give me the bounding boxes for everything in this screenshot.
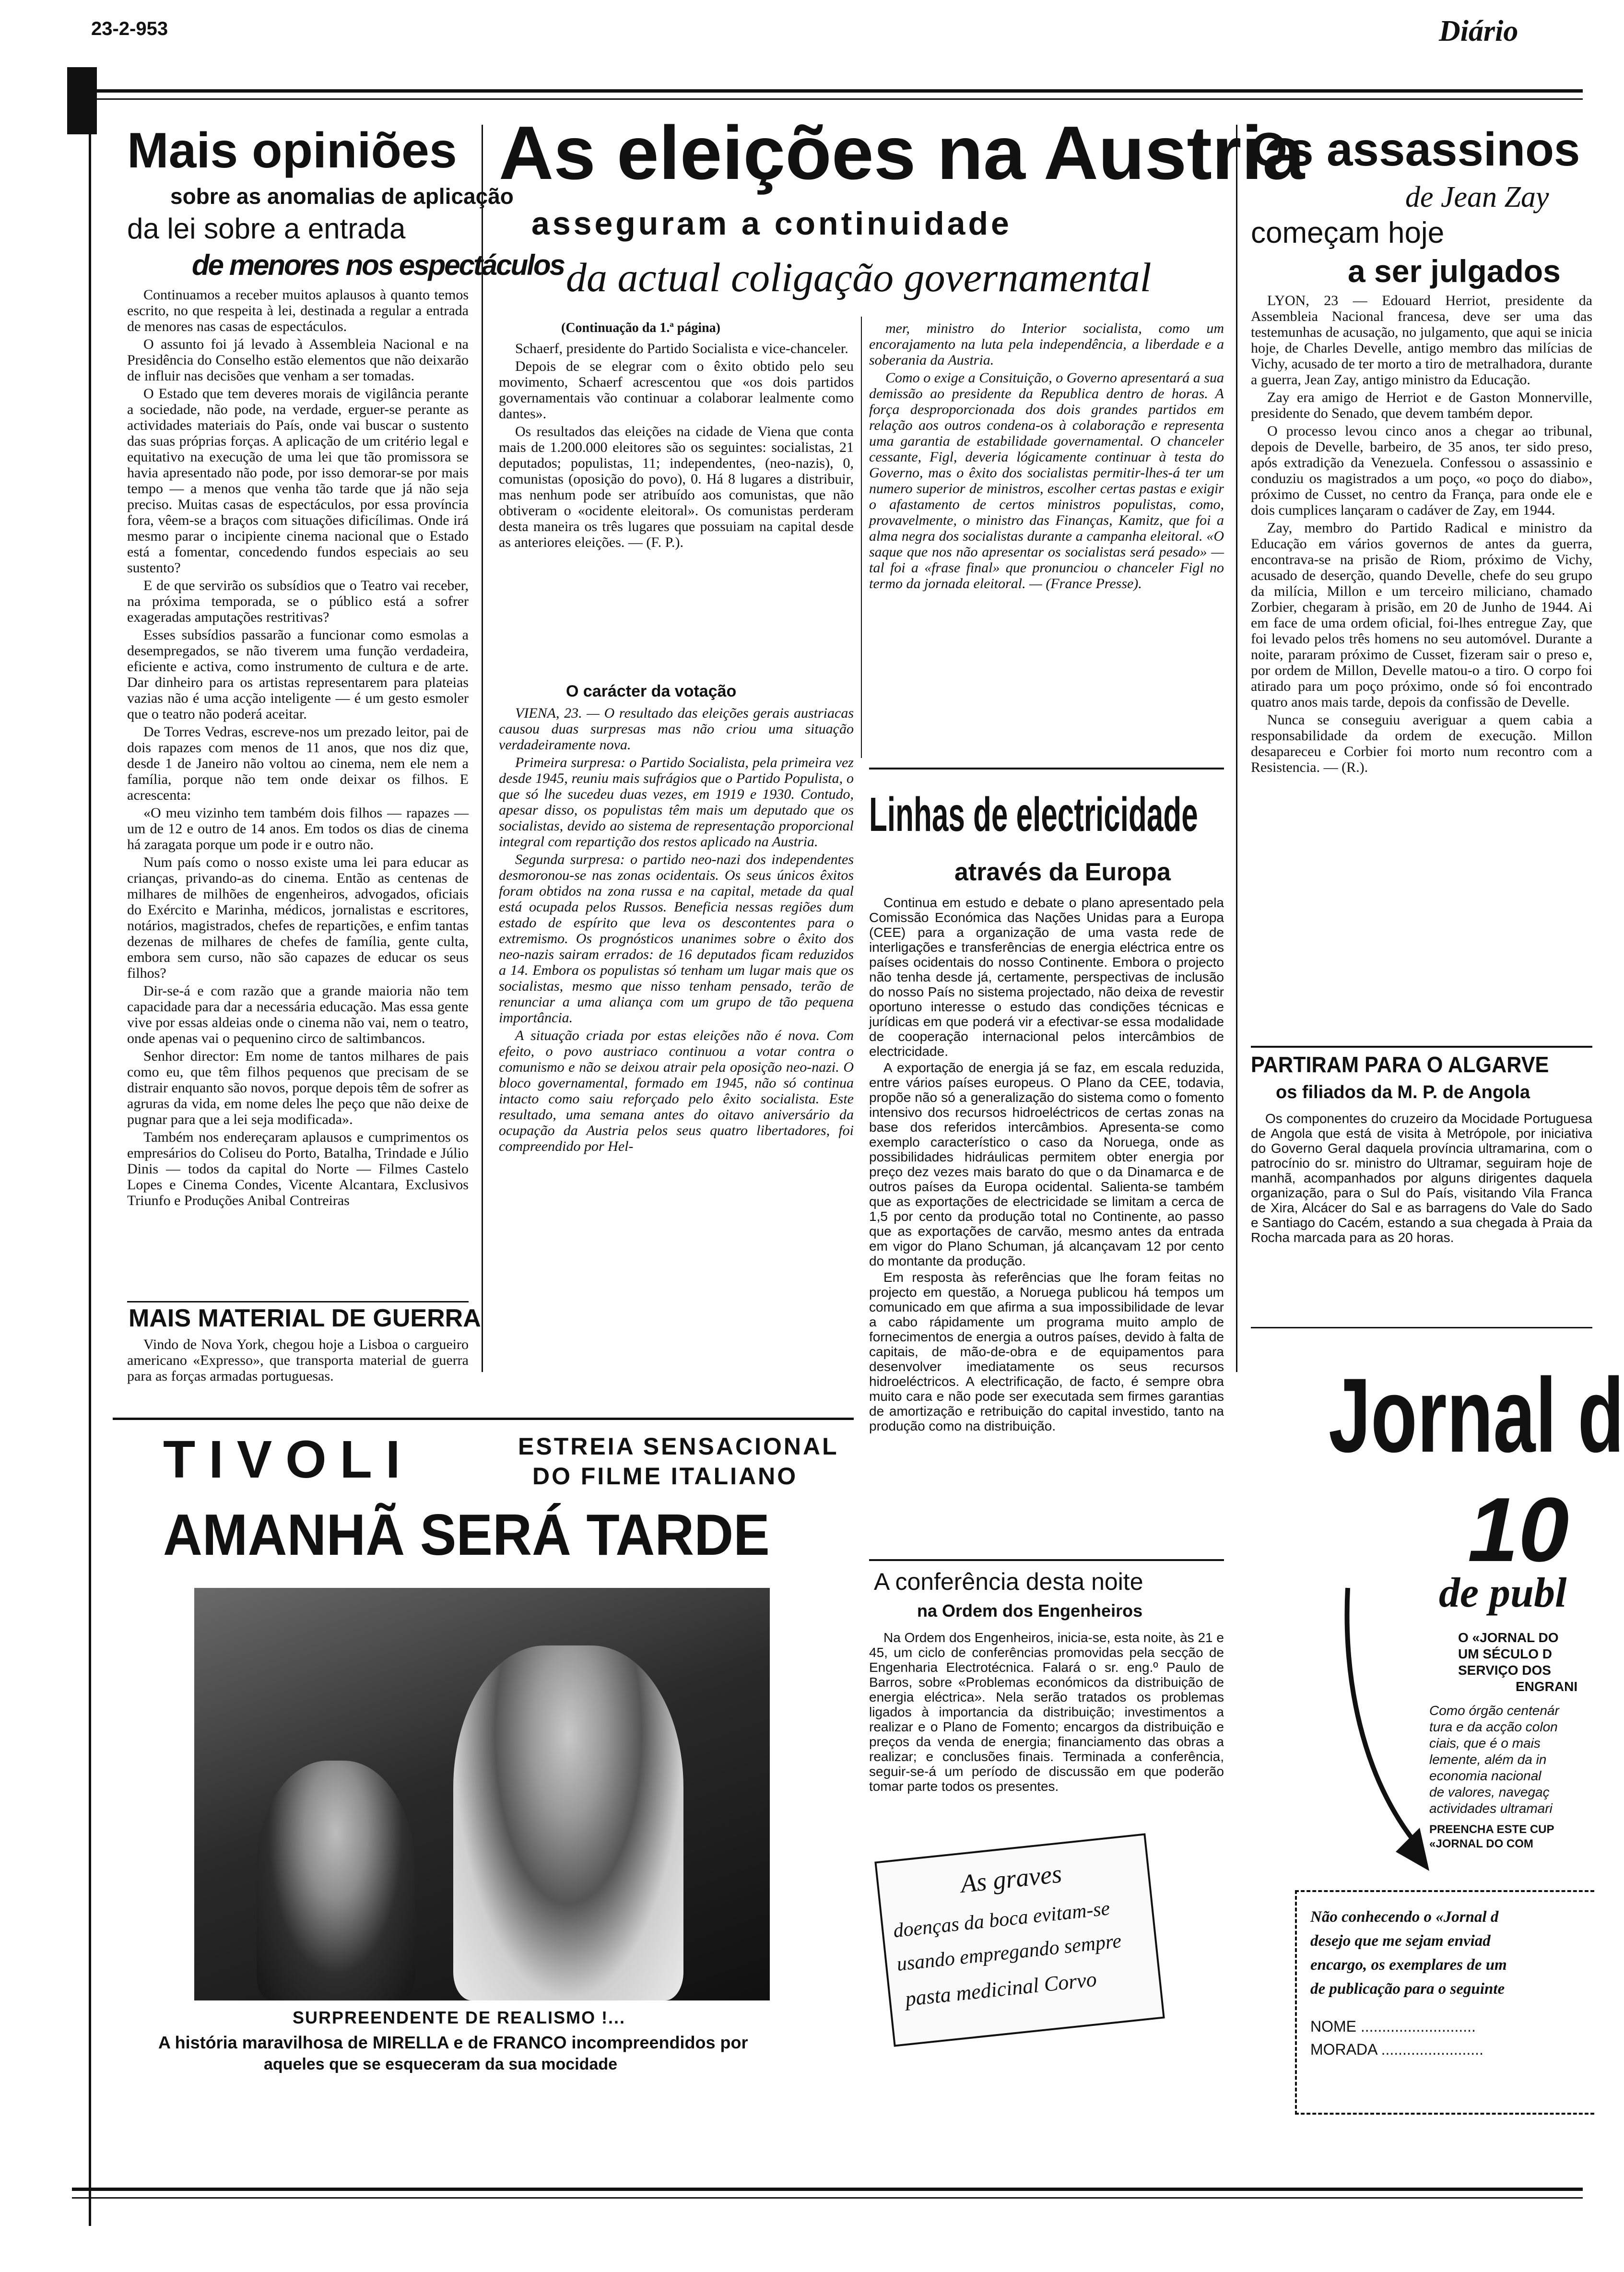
right-subhead-3: a ser julgados (1348, 253, 1561, 289)
war-text: Vindo de Nova York, chegou hoje a Lisboa o cargueiro americano «Expresso», que transporta material de guerra para as forças armadas portuguesas. (127, 1337, 469, 1384)
column-rule-1 (482, 125, 483, 1372)
right-subhead-1: de Jean Zay (1405, 181, 1549, 213)
algarve-headline: PARTIRAM PARA O ALGARVE (1251, 1052, 1549, 1077)
elec-headline: Linhas de electricidade (869, 788, 1198, 841)
bottom-rule (72, 2188, 1583, 2191)
algarve-subhead: os filiados da M. P. de Angola (1276, 1082, 1530, 1102)
left-subhead-1: sobre as anomalias de aplicação (170, 184, 514, 209)
jornal-ad-t5: economia nacional (1429, 1768, 1542, 1783)
jornal-ad-t6: de valores, navegaç (1429, 1785, 1550, 1799)
page-date: 23-2-953 (91, 18, 168, 39)
conf-subhead: na Ordem dos Engenheiros (917, 1601, 1143, 1621)
center-subhead-1: asseguram a continuidade (531, 205, 1012, 242)
left-subhead-3: de menores nos espectáculos (192, 249, 564, 281)
jornal-ad-title: Jornal d (1329, 1356, 1624, 1474)
coupon-line-1: Não conhecendo o «Jornal d (1310, 1908, 1499, 1926)
coupon-line-4: de publicação para o seguinte (1310, 1980, 1505, 1998)
jornal-ad-sub: de publ (1439, 1570, 1567, 1616)
center-col2-italic: mer, ministro do Interior socialista, como um encorajamento na luta pela independência, a liberdade e a soberania da Austria. Como o exige a Consituição, o Governo apresentará a sua demissão ao presidente da Republica dentro de horas. A força desproporcionada dos dois grandes partidos em relação aos outros condena-os à colaboração e representa uma garantia de estabilidade governamental. O chanceler cessante, Figl, deveria lógicamente continuar à testa do Governo, mas o êxito dos socialistas permitir-lhes-á ter um numero superior de ministros, escolher certas pastas e exigir o afastamento de certos ministros populistas, como, provavelmente, o ministro das Finanças, Kamitz, que foi a alma negra dos socialistas durante a campanha eleitoral. «O saque que nos não apresentar os socialistas será pesado» — tal foi a «frase final» que pronunciou o chanceler Figl no termo da jornada eleitoral. — (France Presse). (869, 320, 1224, 592)
left-subhead-2: da lei sobre a entrada (127, 213, 406, 245)
elec-subhead: através da Europa (954, 858, 1171, 886)
center-subhead-votacao: O carácter da votação (566, 682, 737, 700)
jornal-ad-l1: O «JORNAL DO (1458, 1630, 1559, 1645)
tivoli-desc-1: A história maravilhosa de MIRELLA e de FRANCO incompreendidos por (158, 2033, 748, 2052)
jornal-ad-t3: ciais, que é o mais (1429, 1736, 1541, 1751)
jornal-ad-t7: actividades ultramari (1429, 1801, 1553, 1816)
coupon-morada[interactable]: MORADA ........................ (1310, 2041, 1483, 2058)
elec-rule (869, 768, 1224, 769)
corvo-line-1: As graves (959, 1859, 1063, 1899)
top-rule-thin (72, 98, 1583, 100)
center-col1-body: Schaerf, presidente do Partido Socialista e vice-chanceler. Depois de se elegrar com o êxito obtido pelo seu movimento, Schaerf acrescentou que «os dois partidos governamentais vão continuar a colaborar lealmente como dantes». Os resultados das eleições na cidade de Viena que conta mais de 1.200.000 eleitores são os seguintes: socialistas, 21 deputados; populistas, 11; independentes, (neo-nazis), 0, comunistas (oposição do povo), 0. Há 8 lugares a distribuir, mas nenhum pode ser atribuído aos comunistas, que não obtiveram o «ocidente eleitoral». Os comunistas perderam desta maneira os três lugares que possuiam na capital desde as anteriores eleições. — (F. P.). (499, 341, 854, 550)
jornal-ad-number: 10 (1468, 1479, 1569, 1581)
right-headline: Os assassinos (1251, 123, 1580, 176)
algarve-body: Os componentes do cruzeiro da Mocidade Portuguesa de Angola que está de visita à Metrópole, por iniciativa do Governo Geral daquela província ultramarina, com o patrocínio do sr. ministro do Ultramar, seguiram hoje de manhã, acompanhados por alguns dirigentes daquela organização, para o Sul do País, visitando Vila Franca de Xira, Alcácer do Sal e as barragens do Vale do Sado e Santiago do Cacém, estando a sua chegada à Praia da Rocha marcada para as 20 horas. (1251, 1111, 1592, 1245)
jornal-ad-arrow (1333, 1583, 1439, 1881)
coupon (1295, 1890, 1594, 2115)
left-vertical-rule (89, 125, 91, 2226)
tivoli-tagline: SURPREENDENTE DE REALISMO !... (293, 2008, 626, 2027)
elec-body: Continua em estudo e debate o plano apresentado pela Comissão Económica das Nações Unidas para a Europa (CEE) para a organização de uma vasta rede de interligações e transferências de energia eléctrica entre os países ocidentais do nosso Continente. Embora o projecto não tenha desde já, certamente, perspectivas de inclusão do nosso País no sistema projectado, não deixa de revestir oportuno interesse o estudo das condições técnicas e jurídicas em que poderá vir a efectivar-se essa modalidade de cooperação internacional pelos intercâmbios de electricidade. A exportação de energia já se faz, em escala reduzida, entre vários países europeus. O Plano da CEE, todavia, propõe não só a generalização do sistema como o fomento intensivo dos recursos hidroeléctricos de certas zonas na base dos referidos intercâmbios. Apresenta-se como exemplo característico o caso da Noruega, onde as possibilidades hidráulicas permitem obter energia por preço dez vezes mais barato do que o da Dinamarca e de outros países da Europa ocidental. Salienta-se também que as exportações de electricidade se limitam a cerca de 1,5 por cento da produção total no Continente, ao passo que as exportações de carvão, mesmo antes da entrada em vigor do Plano Schuman, já alcançavam 12 por cento do montante da produção. Em resposta às referências que lhe foram feitas no projecto em questão, a Noruega publicou há tempos um comunicado em que afirma a sua impossibilidade de levar a cabo rápidamente um programa muito amplo de fornecimentos de energia a outros países, devido à falta de capitais, de mão-de-obra e de equipamentos para desenvolver imediatamente os seus recursos hidroeléctricos. A electrificação, de facto, é sempre obra muito cara e não pode ser executada sem firmes garantias de amortização e retribuição do capital investido, tanto na produção como na distribuição. (869, 895, 1224, 1433)
bottom-rule-thin (72, 2197, 1583, 2199)
left-article-body: Continuamos a receber muitos aplausos à quanto temos escrito, no que respeita à lei, destinada a regular a entrada de menores nas casas de espectáculos. O assunto foi já levado à Assembleia Nacional e na Presidência do Conselho estão elementos que não deixarão de influir nas decisões que venham a ser tomadas. O Estado que tem deveres morais de vigilância perante a sociedade, não pode, na verdade, erguer-se perante as actividades materiais do País, onde vai buscar o sustento das suas próprias forças. A aplicação de um critério legal e equitativo na execução de uma lei que tão promissora se havia apresentado não pode, por isso demorar-se por mais tempo — a menos que venha tão tarde que já não seja preciso. Muitas casas de espectáculos, por essa província fora, vêem-se a braços com situações dificílimas. Onde irá mesmo parar o incipiente cinema nacional que o Estado está a fomentar, concedendo fundos especiais ao seu sustento? E de que servirão os subsídios que o Teatro vai receber, na próxima temporada, se o público está a sofrer exageradas amputações restritivas? Esses subsídios passarão a funcionar como esmolas a desempregados, se não tiverem uma função verdadeira, eficiente e activa, como instrumento de cultura e de arte. Dar dinheiro para os artistas representarem para plateias vazias não é uma acção inteligente — é um gesto esmoler que o teatro não poderá aceitar. De Torres Vedras, escreve-nos um prezado leitor, pai de dois rapazes com menos de 11 anos, que nos diz que, desde 1 de Janeiro não voltou ao cinema, nem ele nem a família, porque não tem onde deixar os filhos. E acrescenta: «O meu vizinho tem também dois filhos — rapazes — um de 12 e outro de 14 anos. Em todos os dias de cinema há zaragata porque um pode ir e outro não. Num país como o nosso existe uma lei para educar as crianças, privando-as do cinema. Então as centenas de milhares de milhões de engenheiros, advogados, oficiais do Exército e Marinha, médicos, jornalistas e escritores, notários, magistrados, chefes de repartições, e enfim tantas dezenas de milhares de chefes de família, gente culta, embora sem curso, não são capazes de educar os seus filhos? Dir-se-á e com razão que a grande maioria não tem capacidade para dar a necessária educação. Mas essa gente vive por essas aldeias onde o cinema não vai, nem o teatro, onde apenas vai o pequenino circo de saltimbancos. Senhor director: Em nome de tantos milhares de pais como eu, que têm filhos pequenos que precisam de se distrair enquanto são novos, porque depois têm de sofrer as agruras da vida, em nome deles lhe peço que não deixe de pugnar para que a lei seja modificada». Também nos endereçaram aplausos e cumprimentos os empresários do Coliseu do Porto, Batalha, Trindade e Júlio Dinis — todos da capital do Norte — Filmes Castelo Lopes e Cinema Condes, Vicente Alcantara, Exclusivos Triunfo e Produções Anibal Contreiras (127, 287, 469, 1208)
corvo-line-4: pasta medicinal Corvo (904, 1967, 1098, 2011)
coupon-nome[interactable]: NOME ........................... (1310, 2018, 1476, 2035)
left-margin-bar (67, 67, 97, 134)
corvo-line-3: usando empregando sempre (895, 1929, 1123, 1976)
tivoli-desc-2: aqueles que se esqueceram da sua mocidade (264, 2055, 617, 2073)
masthead-title: Diário (1439, 15, 1518, 47)
tivoli-estreia-1: ESTREIA SENSACIONAL (518, 1433, 839, 1460)
actor-figure (453, 1645, 683, 2000)
tivoli-film-still (194, 1588, 770, 2000)
tivoli-top-rule (113, 1418, 854, 1420)
center-col-divider (861, 317, 862, 758)
jornal-ad-l4: ENGRANI (1516, 1679, 1578, 1694)
conf-body: Na Ordem dos Engenheiros, inicia-se, esta noite, às 21 e 45, um ciclo de conferências promovidas pela secção de Engenharia Electrotécnica. Falará o sr. eng.º Paulo de Barros, sobre «Problemas económicos da distribuição de energia eléctrica». Nela serão tratados os problemas ligados à importancia da distribuição; investimentos a realizar e o Plano de Fomento; encargos da distribuição e preços da venda de energia; financiamento das obras a realizar; e conclusões finais. Terminada a conferência, seguir-se-á um período de discussão em que poderão tomar parte todos os presentes. (869, 1630, 1224, 1794)
corvo-line-2: doenças da boca evitam-se (892, 1897, 1111, 1942)
center-subhead-2: da actual coligação governamental (566, 254, 1152, 300)
algarve-rule (1251, 1046, 1592, 1048)
coupon-line-2: desejo que me sejam enviad (1310, 1932, 1491, 1950)
center-headline: As eleições na Austria (499, 111, 1305, 195)
actress-figure (257, 1761, 415, 2000)
left-headline: Mais opiniões (127, 123, 457, 178)
jornal-ad-l2: UM SÉCULO D (1458, 1646, 1552, 1661)
tivoli-film-title: AMANHÃ SERÁ TARDE (163, 1502, 770, 1567)
tivoli-estreia-2: DO FILME ITALIANO (532, 1463, 798, 1490)
tivoli-cinema: TIVOLI (163, 1430, 414, 1489)
jornal-ad-t1: Como órgão centenár (1429, 1703, 1559, 1718)
algarve-bottom-rule (1251, 1327, 1592, 1328)
jornal-ad-t4: lemente, além da in (1429, 1752, 1547, 1767)
corvo-ad (874, 1833, 1165, 2047)
column-rule-2 (1236, 125, 1237, 1372)
jornal-ad-t2: tura e da acção colon (1429, 1719, 1558, 1734)
jornal-ad-l3: SERVIÇO DOS (1458, 1663, 1551, 1678)
right-subhead-2: começam hoje (1251, 216, 1445, 249)
jornal-ad-f1: PREENCHA ESTE CUP (1429, 1823, 1554, 1836)
coupon-line-3: encargo, os exemplares de um (1310, 1956, 1507, 1974)
conf-headline: A conferência desta noite (874, 1568, 1143, 1595)
top-rule (72, 89, 1583, 93)
jornal-ad-f2: «JORNAL DO COM (1429, 1837, 1533, 1850)
right-article-body: LYON, 23 — Edouard Herriot, presidente da Assembleia Nacional francesa, deve ser uma das testemunhas de acusação, no julgamento, que aqui se inicia hoje, de Charles Develle, antigo membro das milícias de Vichy, acusado de ter morto a tiro de metralhadora, durante a guerra, Jean Zay, antigo ministro da Educação. Zay era amigo de Herriot e de Gaston Monnerville, presidente do Senado, que devem também depor. O processo levou cinco anos a chegar ao tribunal, depois de Develle, barbeiro, de 35 anos, ter sido preso, após extradição da Venezuela. Confessou o assassinio e conduziu os magistrados a um poço, «o poço do diabo», próximo de Cusset, no centro da França, para onde ele e dois cumplices lançaram o cadáver de Zay, em 1944. Zay, membro do Partido Radical e ministro da Educação em vários governos de antes da guerra, encontrava-se na prisão de Riom, próximo de Vichy, acusado de deserção, quando Develle, chefe do seu grupo da milícia, Millon e um terceiro miliciano, chamado Zorbier, chegaram à prisão, em 20 de Junho de 1944. Ai em face de uma ordem oficial, foi-lhes entregue Zay, que foi levado pelos três homens no seu automóvel. Durante a noite, pararam próximo de Cusset, fizeram sair o preso e, por ordem de Millon, Develle matou-o a tiro. O corpo foi atirado para um poço próximo, onde só foi encontrado quatro anos mais tarde, depois da confissão de Develle. Nunca se conseguiu averiguar a quem cabia a responsabilidade da ordem de execução. Millon desapareceu e Corbier foi morto num recontro com a Resistencia. — (R.). (1251, 293, 1592, 775)
war-rule-top (127, 1301, 469, 1302)
continuation-note: (Continuação da 1.ª página) (561, 320, 721, 335)
war-headline: MAIS MATERIAL DE GUERRA (129, 1304, 481, 1332)
conf-rule (869, 1559, 1224, 1561)
center-col1-italic: VIENA, 23. — O resultado das eleições gerais austriacas causou duas surpresas mas não criou uma situação verdadeiramente nova. Primeira surpresa: o Partido Socialista, pela primeira vez desde 1945, reuniu mais sufrágios que o Partido Populista, o que só lhe sucedeu duas vezes, em 1919 e 1930. Contudo, apesar disso, os populistas têm mais um deputado que os socialistas, devido ao sistema de representação proporcional integral com repartição dos restos aplicado na Austria. Segunda surpresa: o partido neo-nazi dos independentes desmoronou-se nas zonas ocidentais. Os seus únicos êxitos foram obtidos na zona russa e na capital, metade da qual está ocupada pelos Russos. Beneficia nessas regiões dum estado de espírito que leva os descontentes para o extremismo. Os prognósticos unanimes sobre o êxito dos neo-nazis sairam errados: de 16 deputados ficam reduzidos a 14. Embora os populistas só tenham um lugar mais que os socialistas, mesmo que nisso tenham pensado, terão de renunciar a uma aliança com um grupo de tão pequena importância. A situação criada por estas eleições não é nova. Com efeito, o povo austriaco continuou a votar contra o comunismo e não se deixou atrair pela oposição neo-nazi. O bloco governamental, formado em 1945, não só continua intacto como saiu reforçado pelo êxito socialista. Este resultado, uma semana antes do oitavo aniversário da ocupação da Austria pelos seus quatro libertadores, foi compreendido por Hel- (499, 705, 854, 1154)
